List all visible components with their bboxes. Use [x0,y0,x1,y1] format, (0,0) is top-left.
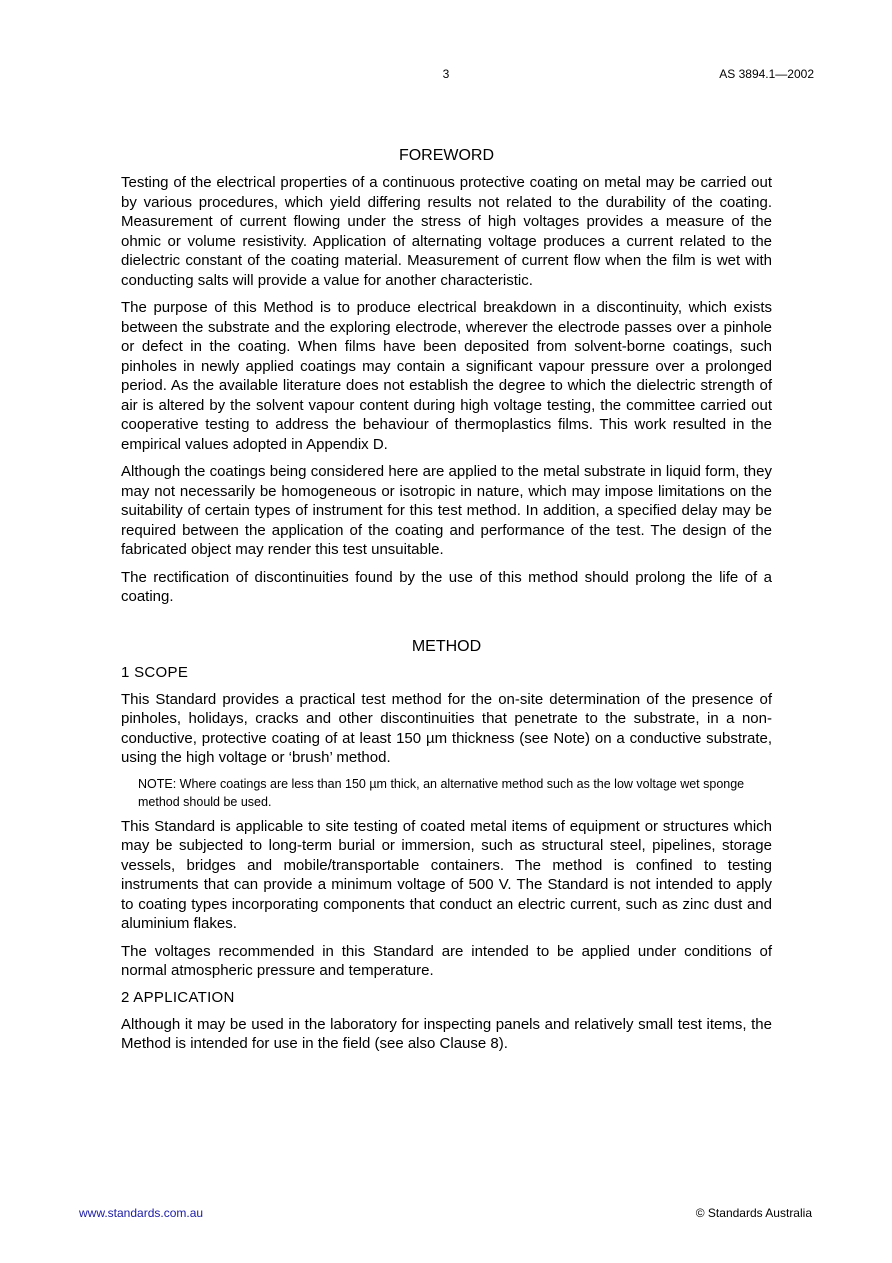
document-body [121,147,772,1062]
website-link[interactable]: www.standards.com.au [79,1206,204,1220]
scope-heading: 1 SCOPE [121,663,189,681]
foreword-heading: FOREWORD [398,147,495,164]
copyright-notice: © Standards Australia [695,1206,812,1220]
standard-id: AS 3894.1—2002 [719,67,814,81]
application-paragraph-1: Although it may be used in the laboratory for inspecting panels and relatively small test items, the Method is intended for use in the field (see also Clause 8). [121,1015,772,1052]
foreword-paragraph-3: Although the coatings being considered here are applied to the metal substrate in liquid form, they may not necessarily be homogeneous or isotropic in nature, which may impose limitations on the suitability of certain types of instrument for this test method. In addition, a specified delay may be required between the application of the coating and performance of the test. The design of the fabricated object may render this test unsuitable. [121,463,772,558]
method-heading: METHOD [411,637,482,655]
foreword-paragraph-1: Testing of the electrical properties of a continuous protective coating on metal may be carried out by various procedures, which yield differing results not related to the durability of the coating. Measurement of current flowing under the stress of high voltages provides a measure of the ohmic or volume resistivity. Application of alternating voltage produces a current related to the dielectric constant of the coating material. Measurement of current flow when the film is wet with conducting salts will provide a value for another characteristic. [121,174,772,289]
foreword-paragraph-2: The purpose of this Method is to produce electrical breakdown in a discontinuity, which exists between the substrate and the exploring electrode, wherever the electrode passes over a pinhole or defect in the coating. When films have been deposited from solvent-borne coatings, such pinholes in newly applied coatings may contain a significant vapour pressure over a prolonged period. As the available literature does not establish the degree to which the dielectric strength of air is altered by the solvent vapour content during high voltage testing, the committee carried out cooperative testing to address the behaviour of thermoplastics films. This work resulted in the empirical values adopted in Appendix D. [121,299,772,453]
scope-paragraph-3: The voltages recommended in this Standard are intended to be applied under conditions of normal atmospheric pressure and temperature. [121,942,772,979]
page-number: 3 [442,67,450,81]
scope-paragraph-1: This Standard provides a practical test method for the on-site determination of the presence of pinholes, holidays, cracks and other discontinuities that penetrate to the substrate, in a non-conductive, protective coating of at least 150 µm thickness (see Note) on a conductive substrate, using the high voltage or ‘brush’ method. [121,690,772,766]
foreword-paragraph-4: The rectification of discontinuities found by the use of this method should prolong the life of a coating. [121,568,772,605]
application-heading: 2 APPLICATION [121,988,235,1006]
scope-paragraph-2: This Standard is applicable to site testing of coated metal items of equipment or structures which may be subjected to long-term burial or immersion, such as structural steel, pipelines, storage vessels, bridges and mobile/transportable containers. The method is confined to testing instruments that can provide a minimum voltage of 500 V. The Standard is not intended to apply to coating types incorporating components that conduct an electric current, such as zinc dust and aluminium flakes. [121,817,772,932]
scope-note: NOTE: Where coatings are less than 150 µm thick, an alternative method such as the low voltage wet sponge method should be used. [138,776,745,809]
section-gap [121,615,772,638]
